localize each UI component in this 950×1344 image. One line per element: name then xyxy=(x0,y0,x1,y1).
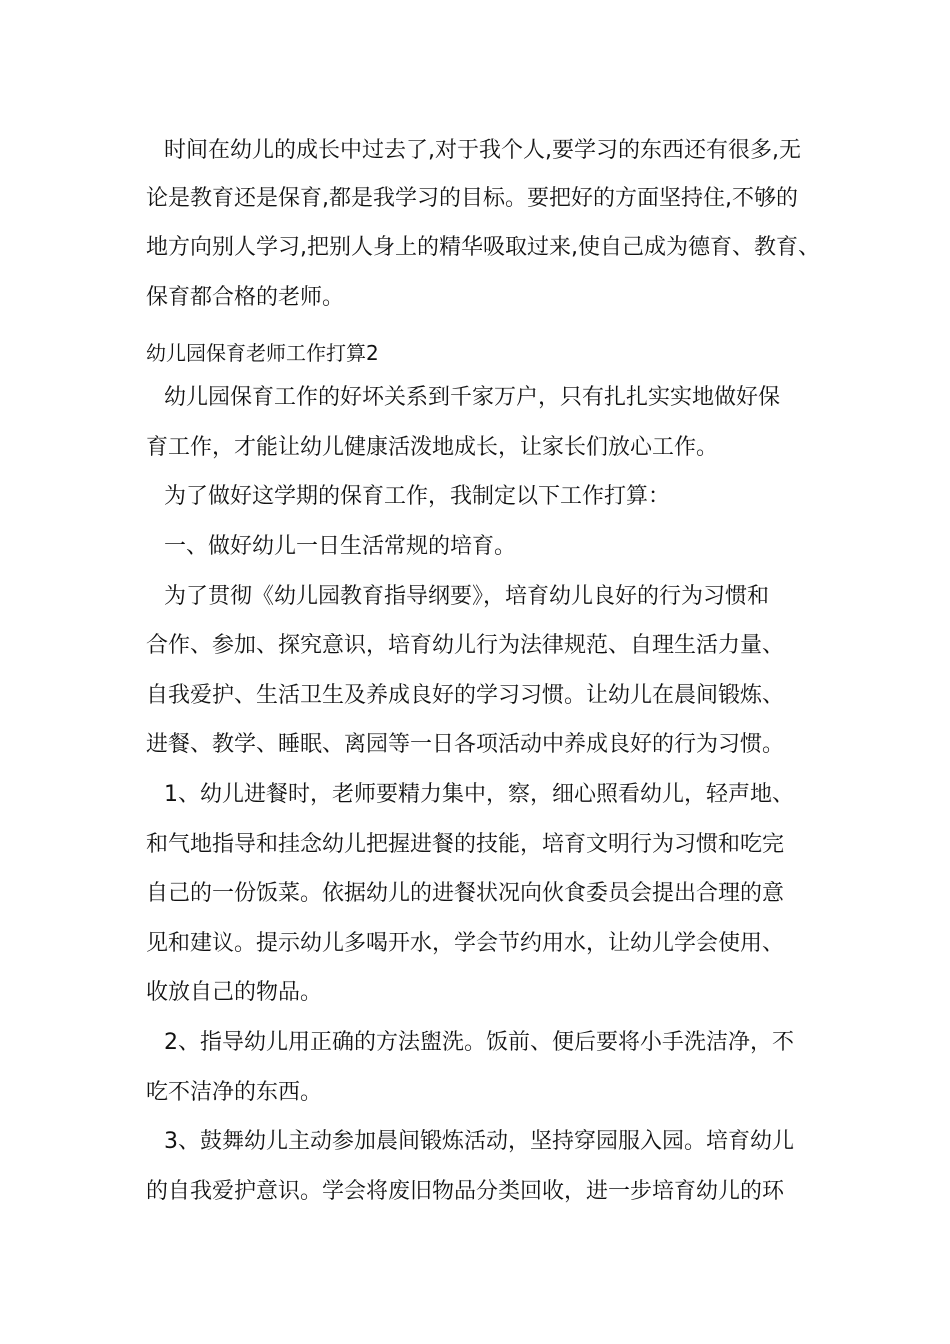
paragraph-line: 收放自己的物品。 xyxy=(146,980,323,1005)
section-heading: 幼儿园保育老师工作打算2 xyxy=(146,341,379,365)
paragraph-line: 的自我爱护意识。学会将废旧物品分类回收，进一步培育幼儿的环 xyxy=(146,1179,785,1204)
paragraph-line: 和气地指导和挂念幼儿把握进餐的技能，培育文明行为习惯和吃完 xyxy=(146,832,785,857)
paragraph-line: 为了贯彻《幼儿园教育指导纲要》，培育幼儿良好的行为习惯和 xyxy=(164,584,770,609)
paragraph-line: 2、指导幼儿用正确的方法盥洗。饭前、便后要将小手洗洁净，不 xyxy=(164,1030,794,1055)
paragraph-line: 进餐、教学、睡眠、离园等一日各项活动中养成良好的行为习惯。 xyxy=(146,732,785,757)
paragraph-line: 时间在幼儿的成长中过去了,对于我个人,要学习的东西还有很多,无 xyxy=(164,138,801,163)
paragraph-line: 论是教育还是保育,都是我学习的目标。要把好的方面坚持住,不够的 xyxy=(146,186,798,211)
paragraph-line: 地方向别人学习,把别人身上的精华吸取过来,使自己成为德育、教育、 xyxy=(146,235,820,260)
paragraph-line: 见和建议。提示幼儿多喝开水，学会节约用水，让幼儿学会使用、 xyxy=(146,931,785,956)
paragraph-line: 幼儿园保育工作的好坏关系到千家万户，只有扎扎实实地做好保 xyxy=(164,385,781,410)
paragraph-line: 吃不洁净的东西。 xyxy=(146,1080,323,1105)
paragraph-line: 保育都合格的老师。 xyxy=(146,285,345,310)
paragraph-line: 一、做好幼儿一日生活常规的培育。 xyxy=(164,534,517,559)
paragraph-line: 为了做好这学期的保育工作，我制定以下工作打算： xyxy=(164,484,671,509)
paragraph-line: 自我爱护、生活卫生及养成良好的学习习惯。让幼儿在晨间锻炼、 xyxy=(146,683,785,708)
paragraph-line: 自己的一份饭菜。依据幼儿的进餐状况向伙食委员会提出合理的意 xyxy=(146,881,785,906)
paragraph-line: 合作、参加、探究意识，培育幼儿行为法律规范、自理生活力量、 xyxy=(146,633,785,658)
paragraph-line: 3、鼓舞幼儿主动参加晨间锻炼活动，坚持穿园服入园。培育幼儿 xyxy=(164,1129,794,1154)
paragraph-line: 1、幼儿进餐时，老师要精力集中，察，细心照看幼儿，轻声地、 xyxy=(164,782,794,807)
paragraph-line: 育工作，才能让幼儿健康活泼地成长，让家长们放心工作。 xyxy=(146,435,719,460)
